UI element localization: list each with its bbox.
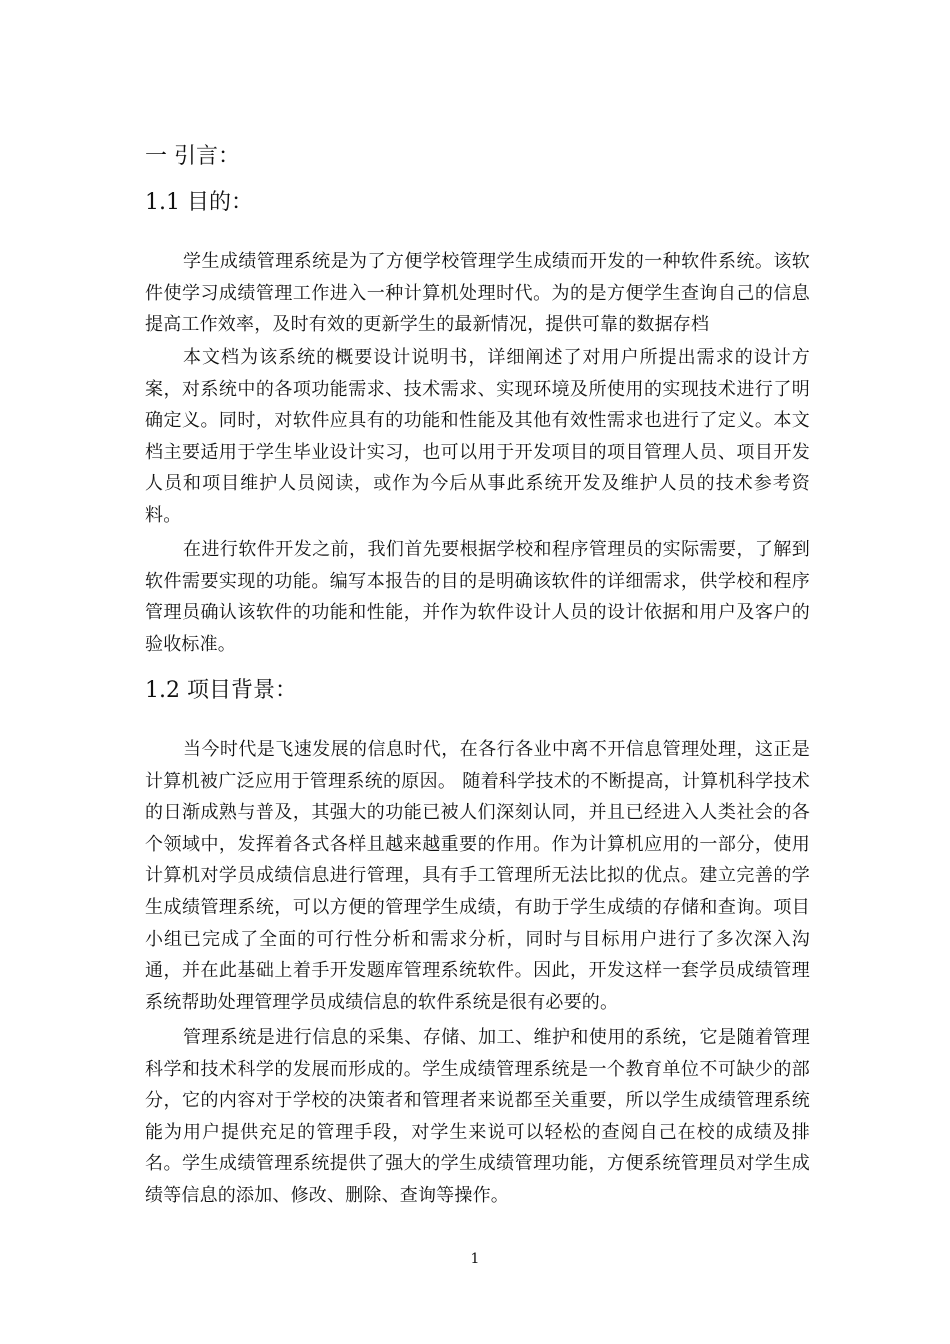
background-paragraph-1: 当今时代是飞速发展的信息时代，在各行各业中离不开信息管理处理，这正是计算机被广泛应用于管理系统的原因。 随着科学技术的不断提高，计算机科学技术的日渐成熟与普及，其强大的功能已被人们深刻认同，并且已经进入人类社会的各个领域中，发挥着各式各样且越来越重要的作用。作为计算机应用的一部分，使用计算机对学员成绩信息进行管理，具有手工管理所无法比拟的优点。建立完善的学生成绩管理系统，可以方便的管理学生成绩，有助于学生成绩的存储和查询。项目小组已完成了全面的可行性分析和需求分析，同时与目标用户进行了多次深入沟通，并在此基础上着手开发题库管理系统软件。因此，开发这样一套学员成绩管理系统帮助处理管理学员成绩信息的软件系统是很有必要的。 bbox=[145, 739, 810, 1013]
page-number: 1 bbox=[470, 1251, 480, 1267]
background-paragraph-2: 管理系统是进行信息的采集、存储、加工、维护和使用的系统，它是随着管理科学和技术科学的发展而形成的。学生成绩管理系统是一个教育单位不可缺少的部分，它的内容对于学校的决策者和管理者来说都至关重要，所以学生成绩管理系统能为用户提供充足的管理手段，对学生来说可以轻松的查阅自己在校的成绩及排名。学生成绩管理系统提供了强大的学生成绩管理功能，方便系统管理员对学生成绩等信息的添加、修改、删除、查询等操作。 bbox=[145, 1027, 810, 1206]
section-heading-intro: 一 引言： bbox=[145, 144, 240, 169]
section-heading-background: 1.2 项目背景： bbox=[145, 678, 297, 703]
purpose-paragraph-2: 本文档为该系统的概要设计说明书，详细阐述了对用户所提出需求的设计方案，对系统中的各项功能需求、技术需求、实现环境及所使用的实现技术进行了明确定义。同时，对软件应具有的功能和性能及其他有效性需求也进行了定义。本文档主要适用于学生毕业设计实习，也可以用于开发项目的项目管理人员、项目开发人员和项目维护人员阅读，或作为今后从事此系统开发及维护人员的技术参考资料。 bbox=[145, 347, 810, 526]
purpose-paragraph-3: 在进行软件开发之前，我们首先要根据学校和程序管理员的实际需要，了解到软件需要实现的功能。编写本报告的目的是明确该软件的详细需求，供学校和程序管理员确认该软件的功能和性能，并作为软件设计人员的设计依据和用户及客户的验收标准。 bbox=[145, 539, 810, 655]
purpose-paragraph-1: 学生成绩管理系统是为了方便学校管理学生成绩而开发的一种软件系统。该软件使学习成绩管理工作进入一种计算机处理时代。为的是方便学生查询自己的信息提高工作效率，及时有效的更新学生的最新情况，提供可靠的数据存档 bbox=[145, 251, 810, 336]
section-heading-purpose: 1.1 目的： bbox=[145, 190, 253, 215]
